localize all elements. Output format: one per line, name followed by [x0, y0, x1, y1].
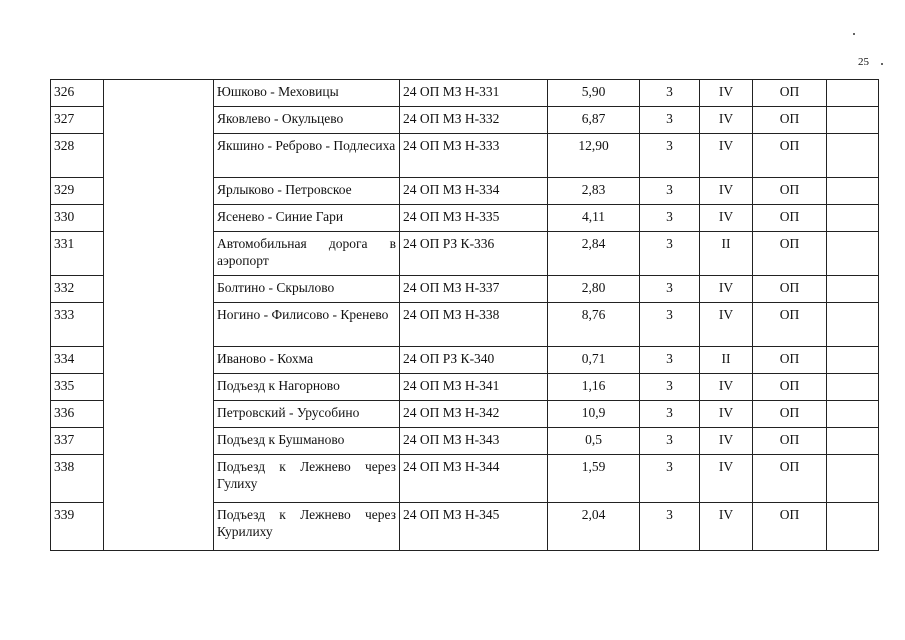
scan-speck [881, 63, 883, 65]
row-number: 327 [51, 107, 104, 134]
road-col5: 3 [640, 80, 700, 107]
empty-cell [827, 205, 879, 232]
road-category: IV [700, 276, 753, 303]
empty-cell [827, 232, 879, 276]
road-length: 10,9 [548, 401, 640, 428]
road-name: Автомобильная дорога в аэропорт [214, 232, 400, 276]
empty-cell [827, 80, 879, 107]
road-length: 1,16 [548, 374, 640, 401]
row-number: 336 [51, 401, 104, 428]
road-type: ОП [753, 107, 827, 134]
road-type: ОП [753, 347, 827, 374]
road-code: 24 ОП МЗ Н-332 [400, 107, 548, 134]
empty-cell [827, 401, 879, 428]
road-code: 24 ОП РЗ К-340 [400, 347, 548, 374]
road-code: 24 ОП МЗ Н-341 [400, 374, 548, 401]
road-code: 24 ОП МЗ Н-342 [400, 401, 548, 428]
road-length: 4,11 [548, 205, 640, 232]
road-category: IV [700, 428, 753, 455]
empty-cell [827, 428, 879, 455]
road-category: IV [700, 107, 753, 134]
row-number: 333 [51, 303, 104, 347]
road-length: 1,59 [548, 455, 640, 503]
road-category: II [700, 232, 753, 276]
road-col5: 3 [640, 205, 700, 232]
road-category: IV [700, 503, 753, 551]
table-row [51, 80, 879, 107]
road-type: ОП [753, 374, 827, 401]
row-number: 330 [51, 205, 104, 232]
road-code: 24 ОП МЗ Н-343 [400, 428, 548, 455]
road-length: 0,71 [548, 347, 640, 374]
road-code: 24 ОП МЗ Н-335 [400, 205, 548, 232]
empty-cell [827, 303, 879, 347]
road-length: 5,90 [548, 80, 640, 107]
road-name: Петровский - Урусобино [214, 401, 400, 428]
road-col5: 3 [640, 134, 700, 178]
road-col5: 3 [640, 178, 700, 205]
road-name: Болтино - Скрылово [214, 276, 400, 303]
row-number: 337 [51, 428, 104, 455]
row-number: 335 [51, 374, 104, 401]
road-type: ОП [753, 205, 827, 232]
road-category: IV [700, 455, 753, 503]
road-category: II [700, 347, 753, 374]
road-col5: 3 [640, 428, 700, 455]
road-category: IV [700, 205, 753, 232]
road-name: Иваново - Кохма [214, 347, 400, 374]
empty-merged-column [104, 80, 214, 551]
road-type: ОП [753, 503, 827, 551]
row-number: 326 [51, 80, 104, 107]
roads-table [50, 79, 879, 551]
road-length: 2,83 [548, 178, 640, 205]
road-length: 2,04 [548, 503, 640, 551]
road-code: 24 ОП МЗ Н-331 [400, 80, 548, 107]
road-type: ОП [753, 303, 827, 347]
road-category: IV [700, 134, 753, 178]
road-length: 6,87 [548, 107, 640, 134]
road-col5: 3 [640, 503, 700, 551]
empty-cell [827, 374, 879, 401]
road-length: 0,5 [548, 428, 640, 455]
road-type: ОП [753, 455, 827, 503]
empty-cell [827, 134, 879, 178]
row-number: 331 [51, 232, 104, 276]
road-name: Юшково - Меховицы [214, 80, 400, 107]
road-type: ОП [753, 134, 827, 178]
road-col5: 3 [640, 401, 700, 428]
row-number: 338 [51, 455, 104, 503]
road-code: 24 ОП МЗ Н-334 [400, 178, 548, 205]
empty-cell [827, 178, 879, 205]
road-code: 24 ОП МЗ Н-344 [400, 455, 548, 503]
road-name: Подъезд к Бушманово [214, 428, 400, 455]
road-col5: 3 [640, 232, 700, 276]
road-col5: 3 [640, 455, 700, 503]
road-name: Ясенево - Синие Гари [214, 205, 400, 232]
road-category: IV [700, 178, 753, 205]
row-number: 328 [51, 134, 104, 178]
road-type: ОП [753, 178, 827, 205]
road-col5: 3 [640, 374, 700, 401]
page-number: 25 [858, 56, 869, 68]
road-name: Подъезд к Нагорново [214, 374, 400, 401]
road-length: 12,90 [548, 134, 640, 178]
row-number: 334 [51, 347, 104, 374]
row-number: 339 [51, 503, 104, 551]
empty-cell [827, 455, 879, 503]
road-category: IV [700, 80, 753, 107]
road-category: IV [700, 401, 753, 428]
road-length: 8,76 [548, 303, 640, 347]
empty-cell [827, 503, 879, 551]
road-name: Якшино - Реброво - Подлесиха [214, 134, 400, 178]
row-number: 329 [51, 178, 104, 205]
road-code: 24 ОП РЗ К-336 [400, 232, 548, 276]
road-name: Подъезд к Лежнево через Курилиху [214, 503, 400, 551]
road-code: 24 ОП МЗ Н-345 [400, 503, 548, 551]
road-code: 24 ОП МЗ Н-333 [400, 134, 548, 178]
road-length: 2,80 [548, 276, 640, 303]
road-col5: 3 [640, 303, 700, 347]
empty-cell [827, 276, 879, 303]
row-number: 332 [51, 276, 104, 303]
road-code: 24 ОП МЗ Н-338 [400, 303, 548, 347]
road-type: ОП [753, 428, 827, 455]
road-type: ОП [753, 232, 827, 276]
road-name: Ногино - Филисово - Кренево [214, 303, 400, 347]
road-category: IV [700, 303, 753, 347]
road-col5: 3 [640, 276, 700, 303]
road-category: IV [700, 374, 753, 401]
road-type: ОП [753, 80, 827, 107]
road-col5: 3 [640, 107, 700, 134]
road-length: 2,84 [548, 232, 640, 276]
road-name: Подъезд к Лежнево через Гулиху [214, 455, 400, 503]
empty-cell [827, 107, 879, 134]
road-col5: 3 [640, 347, 700, 374]
road-type: ОП [753, 401, 827, 428]
scan-speck [853, 33, 855, 35]
empty-cell [827, 347, 879, 374]
road-name: Яковлево - Окульцево [214, 107, 400, 134]
road-name: Ярлыково - Петровское [214, 178, 400, 205]
road-code: 24 ОП МЗ Н-337 [400, 276, 548, 303]
road-type: ОП [753, 276, 827, 303]
